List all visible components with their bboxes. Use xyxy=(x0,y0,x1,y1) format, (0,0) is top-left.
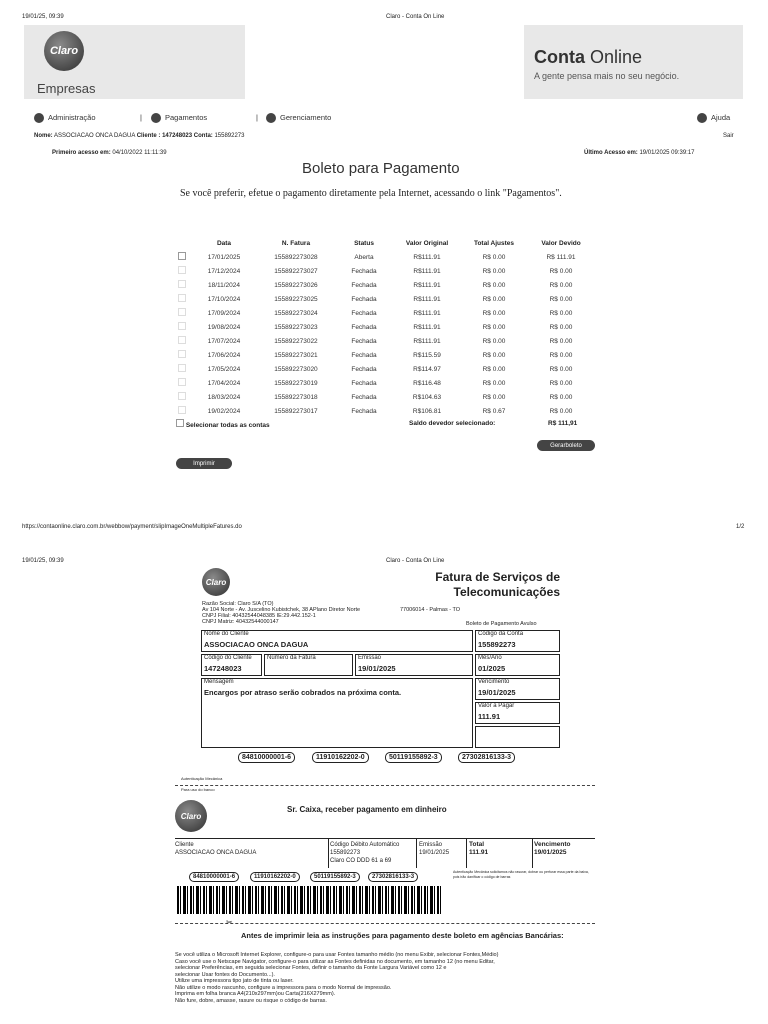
row-select-cell xyxy=(172,320,192,334)
vencimento-label: Vencimento xyxy=(478,679,510,685)
endereco: Av 104 Norte - Av. Juscelino Kubistchek, 38 APlano Diretor Norte xyxy=(202,607,361,613)
cell-data: 17/10/2024 xyxy=(207,295,241,303)
table-row xyxy=(172,348,596,362)
cell-total-ajustes: R$ 0.00 xyxy=(482,393,506,401)
cell-data: 17/04/2024 xyxy=(207,379,241,387)
cell-valor-devido: R$ 0.00 xyxy=(549,323,573,331)
sair-link[interactable]: Sair xyxy=(723,133,734,139)
cliente-label: Cliente : xyxy=(136,133,161,139)
row-checkbox xyxy=(178,322,186,330)
nav-gerenciamento-label: Gerenciamento xyxy=(280,113,332,122)
valor-pagar-value: 111.91 xyxy=(478,712,501,721)
fatura-title-2: Telecomunicações xyxy=(453,585,560,599)
cell-status: Fechada xyxy=(351,379,377,387)
header-total-ajustes: Total Ajustes xyxy=(473,239,515,247)
caixa-div-1 xyxy=(328,838,329,868)
row-checkbox xyxy=(178,406,186,414)
nav-sep-2: | xyxy=(256,113,258,122)
table-row xyxy=(172,292,596,306)
cell-total-ajustes: R$ 0.00 xyxy=(482,351,506,359)
cell-status: Fechada xyxy=(351,267,377,275)
ultimo-acesso xyxy=(584,150,695,156)
cell-valor-devido: R$ 0.00 xyxy=(549,281,573,289)
emissao-value: 19/01/2025 xyxy=(358,664,396,673)
online-word: Online xyxy=(590,47,643,67)
conta-value: 155892273 xyxy=(214,133,245,139)
scissors-icon: ✂ xyxy=(226,918,233,927)
instruction-line: Não utilize o modo rascunho, configure a impressora para o modo Normal de impressão. xyxy=(175,984,392,991)
table-row xyxy=(172,362,596,376)
caixa-debito-extra: Claro CO DDD 61 a 69 xyxy=(330,858,392,864)
mensagem-label: Mensagem xyxy=(204,679,234,685)
linha-digitavel-2: 11910162202-0 xyxy=(312,752,369,763)
numero-fatura-label: Número da Fatura xyxy=(267,655,316,661)
cell-total-ajustes: R$ 0.00 xyxy=(482,281,506,289)
table-row xyxy=(172,390,596,404)
cell-valor-original: R$116.48 xyxy=(413,379,441,387)
caixa-emissao-label: Emissão xyxy=(419,842,443,848)
table-row xyxy=(172,278,596,292)
cell-data: 17/05/2024 xyxy=(207,365,241,373)
mensagem-value: Encargos por atraso serão cobrados na próxima conta. xyxy=(204,688,402,697)
cell-data: 17/12/2024 xyxy=(207,267,241,275)
cell-data: 17/07/2024 xyxy=(207,337,241,345)
row-select-cell xyxy=(172,292,192,306)
table-row xyxy=(172,320,596,334)
box-mes-ano xyxy=(475,654,560,676)
header-data: Data xyxy=(216,239,232,247)
primeiro-label: Primeiro acesso em: xyxy=(52,150,111,156)
cell-valor-devido: R$ 0.00 xyxy=(549,393,573,401)
cut-line-1 xyxy=(175,785,595,786)
instruction-line: Utilize uma impressora tipo jato de tinta ou laser. xyxy=(175,978,294,984)
help-icon xyxy=(697,113,707,123)
cell-valor-original: R$106.81 xyxy=(412,407,442,415)
header-select xyxy=(172,236,192,250)
cell-status: Fechada xyxy=(351,393,377,401)
row-select-cell xyxy=(172,348,192,362)
row-select-cell xyxy=(172,390,192,404)
linha-digitavel-1: 84810000001-6 xyxy=(238,752,295,763)
saldo-label: Saldo devedor selecionado: xyxy=(409,420,496,427)
nome-cliente-label: Nome do Cliente xyxy=(204,631,249,637)
caixa-code-4: 27302816133-3 xyxy=(368,872,418,882)
ultimo-value: 19/01/2025 09:39:17 xyxy=(639,150,695,156)
table-row xyxy=(172,404,596,418)
header-status: Status xyxy=(354,239,374,247)
cell-valor-devido: R$ 111.91 xyxy=(546,253,576,261)
caixa-total-value: 111.91 xyxy=(469,849,489,856)
cell-status: Fechada xyxy=(351,309,377,317)
caixa-cliente-label: Cliente xyxy=(175,842,194,848)
codigo-cliente-label: Código do Cliente xyxy=(204,655,252,661)
row-checkbox xyxy=(178,364,186,372)
cell-total-ajustes: R$ 0.00 xyxy=(482,337,506,345)
vencimento-value: 19/01/2025 xyxy=(478,688,516,697)
valor-pagar-label: Valor a Pagar xyxy=(478,703,515,709)
nav-sep-1: | xyxy=(140,113,142,122)
intro-text: Se você preferir, efetue o pagamento diretamente pela Internet, acessando o link "Pagamentos". xyxy=(180,188,562,199)
box-codigo-cliente xyxy=(201,654,262,676)
pagamentos-icon xyxy=(151,113,161,123)
cell-total-ajustes: R$ 0.00 xyxy=(482,253,506,261)
conta-label: Conta: xyxy=(193,133,213,139)
caixa-vencimento-label: Vencimento xyxy=(534,841,571,848)
caixa-cliente-value: ASSOCIACAO ONCA DAGUA xyxy=(175,850,257,856)
row-checkbox xyxy=(178,350,186,358)
primeiro-acesso xyxy=(52,150,167,156)
cell-valor-original: R$111.91 xyxy=(413,337,441,345)
cell-data: 19/08/2024 xyxy=(207,323,241,331)
row-checkbox xyxy=(178,266,186,274)
nav-pagamentos[interactable] xyxy=(151,113,207,123)
cell-data: 17/06/2024 xyxy=(207,351,241,359)
instruction-line: selecionar Usar fontes do Documento...). xyxy=(175,971,275,978)
codigo-conta-value: 155892273 xyxy=(478,640,516,649)
cut-line-2 xyxy=(175,923,595,924)
cell-data: 18/03/2024 xyxy=(207,393,241,401)
row-checkbox xyxy=(178,280,186,288)
nav-administracao-label: Administração xyxy=(48,113,96,122)
cell-fatura: 155892273020 xyxy=(274,365,318,373)
cell-valor-devido: R$ 0.00 xyxy=(549,379,573,387)
cell-status: Fechada xyxy=(351,337,377,345)
claro-logo: Claro xyxy=(44,31,84,71)
row-select-cell xyxy=(172,278,192,292)
cell-total-ajustes: R$ 0.00 xyxy=(482,309,506,317)
imprimir-button[interactable]: Imprimir xyxy=(176,458,232,469)
caixa-vencimento xyxy=(534,841,570,857)
client-line xyxy=(34,133,245,139)
nav-pagamentos-label: Pagamentos xyxy=(165,113,208,122)
print-header-title: Claro - Conta On Line xyxy=(386,14,445,20)
codigo-cliente-value: 147248023 xyxy=(204,664,242,673)
emissao-label: Emissão xyxy=(358,655,382,661)
header-fatura: N. Fatura xyxy=(281,239,311,247)
box-emissao xyxy=(355,654,473,676)
cell-total-ajustes: R$ 0.00 xyxy=(482,365,506,373)
linha-digitavel-3: 50119155892-3 xyxy=(385,752,442,763)
caixa-code-2: 11910162202-0 xyxy=(250,872,300,882)
cell-fatura: 155892273018 xyxy=(274,393,318,401)
nav-gerenciamento[interactable] xyxy=(266,113,331,123)
cell-total-ajustes: R$ 0.00 xyxy=(482,323,506,331)
cell-valor-devido: R$ 0.00 xyxy=(549,337,573,345)
print-footer-page: 1/2 xyxy=(736,524,745,530)
para-uso-banco: Para uso do banco xyxy=(181,787,215,792)
caixa-vencimento-value: 19/01/2025 xyxy=(534,849,567,856)
fatura-claro-logo: Claro xyxy=(202,568,230,596)
caixa-code-1: 84810000001-6 xyxy=(189,872,239,882)
barcode xyxy=(177,886,441,914)
row-checkbox xyxy=(178,294,186,302)
cell-valor-original: R$115.59 xyxy=(413,351,441,359)
nav-ajuda[interactable] xyxy=(697,113,730,123)
cell-valor-original: R$114.97 xyxy=(413,365,441,373)
box-mensagem xyxy=(201,678,473,748)
tagline: A gente pensa mais no seu negócio. xyxy=(534,71,680,81)
cell-fatura: 155892273019 xyxy=(274,379,318,387)
ultimo-label: Último Acesso em: xyxy=(584,150,638,156)
cell-total-ajustes: R$ 0.00 xyxy=(482,295,506,303)
box-empty xyxy=(475,726,560,748)
caixa-claro-logo: Claro xyxy=(175,800,207,832)
admin-icon xyxy=(34,113,44,123)
cell-status: Fechada xyxy=(351,281,377,289)
caixa-total-label: Total xyxy=(469,841,485,848)
header-valor-devido: Valor Devido xyxy=(541,239,581,247)
print-header-date: 19/01/25, 09:39 xyxy=(22,14,64,20)
cell-valor-devido: R$ 0.00 xyxy=(549,351,573,359)
table-row xyxy=(172,250,596,264)
cell-valor-original: R$111.91 xyxy=(413,281,441,289)
box-codigo-conta xyxy=(475,630,560,652)
cell-valor-devido: R$ 0.00 xyxy=(549,309,573,317)
instruction-line: Imprima em folha branca A4(210x297mm)ou Carta(216X279mm). xyxy=(175,991,336,997)
table-row xyxy=(172,376,596,390)
caixa-debito xyxy=(330,841,399,865)
gerar-boleto-button[interactable]: Gerarboleto xyxy=(537,440,595,451)
caixa-total xyxy=(469,841,488,857)
cell-valor-devido: R$ 0.00 xyxy=(549,365,573,373)
instruction-line: selecionar Preferências, em seguida selecionar Fontes, definir o tamanho da Fonte Largura Variável como 12 e xyxy=(175,965,447,971)
box-vencimento xyxy=(475,678,560,700)
razao-social: Razão Social: Claro S/A (TO) xyxy=(202,601,274,607)
fatura-title-1: Fatura de Serviços de xyxy=(435,570,560,584)
linha-digitavel-4: 27302816133-3 xyxy=(458,752,515,763)
cell-fatura: 155892273025 xyxy=(274,295,318,303)
caixa-div-2 xyxy=(416,838,417,868)
cell-valor-original: R$111.91 xyxy=(413,309,441,317)
caixa-autenticacao-note: Autenticação Mecânica solicitamos não rasurar, dobrar ou perfurar essa parte da baixa, pois irão danificar o código de barras xyxy=(453,870,589,879)
nav-ajuda-label: Ajuda xyxy=(711,113,731,122)
caixa-emissao xyxy=(419,841,449,857)
caixa-debito-label: Código Débito Automático xyxy=(330,842,400,848)
row-checkbox xyxy=(178,392,186,400)
page-title: Boleto para Pagamento xyxy=(302,160,460,177)
nome-cliente-value: ASSOCIACAO ONCA DAGUA xyxy=(204,640,309,649)
print2-header-title: Claro - Conta On Line xyxy=(386,558,445,564)
cell-valor-original: R$111.91 xyxy=(413,323,441,331)
row-checkbox[interactable] xyxy=(178,252,186,260)
invoice-table xyxy=(172,236,596,418)
cnpj-matriz: CNPJ Matriz: 40432544000147 xyxy=(202,619,279,625)
nav-administracao[interactable] xyxy=(34,113,96,123)
table-row xyxy=(172,334,596,348)
conta-online-title xyxy=(534,47,642,68)
emitente-block xyxy=(202,601,360,625)
cell-data: 17/09/2024 xyxy=(207,309,241,317)
row-select-cell xyxy=(172,362,192,376)
primeiro-value: 04/10/2022 11:11:39 xyxy=(112,150,167,156)
conta-word: Conta xyxy=(534,47,585,67)
mes-ano-value: 01/2025 xyxy=(478,664,506,673)
cell-status: Fechada xyxy=(351,295,377,303)
select-all-label: Selecionar todas as contas xyxy=(185,422,270,429)
saldo-value: R$ 111,91 xyxy=(548,420,578,427)
cell-status: Fechada xyxy=(351,365,377,373)
cell-total-ajustes: R$ 0.00 xyxy=(482,267,506,275)
print-footer-url: https://contaonline.claro.com.br/webbow/payment/slipImageOneMultipleFatures.do xyxy=(22,524,242,530)
row-select-cell xyxy=(172,264,192,278)
cell-total-ajustes: R$ 0.67 xyxy=(482,407,506,415)
instructions-title: Antes de imprimir leia as instruções para pagamento deste boleto em agências Bancárias: xyxy=(241,931,564,940)
table-row xyxy=(172,306,596,320)
cliente-value: 147248023 xyxy=(162,133,193,139)
table-row xyxy=(172,264,596,278)
autenticacao-label: Autenticação Mecânica xyxy=(181,776,223,781)
invoice-header-row xyxy=(172,236,596,250)
cell-fatura: 155892273024 xyxy=(274,309,318,317)
cell-valor-devido: R$ 0.00 xyxy=(549,267,573,275)
cell-valor-original: R$111.91 xyxy=(413,253,441,261)
cell-valor-original: R$111.91 xyxy=(413,295,441,303)
cidade: 77006014 - Palmas - TO xyxy=(400,607,461,613)
codigo-conta-label: Código da Conta xyxy=(478,631,524,637)
cell-valor-original: R$104.63 xyxy=(412,393,442,401)
row-select-cell xyxy=(172,306,192,320)
instruction-line: Não fure, dobre, amasse, rasure ou risque o código de barras. xyxy=(175,997,327,1004)
row-checkbox xyxy=(178,336,186,344)
gerenciamento-icon xyxy=(266,113,276,123)
box-numero-fatura xyxy=(264,654,353,676)
cell-fatura: 155892273021 xyxy=(274,351,318,359)
cell-valor-devido: R$ 0.00 xyxy=(549,407,573,415)
nome-value: ASSOCIACAO ONCA DAGUA xyxy=(54,133,136,139)
select-all-checkbox[interactable] xyxy=(176,419,184,427)
instruction-line: Caso você use o Netscape Navigator, configure-o para utilizar as Fontes definidas no documento, em tamanho 12 (no menu Editar, xyxy=(175,958,495,965)
cell-data: 17/01/2025 xyxy=(207,253,241,261)
box-nome-cliente xyxy=(201,630,473,652)
brand-banner-left xyxy=(24,25,245,99)
instruction-line: Se você utiliza o Microsoft Internet Explorer, configure-o para usar Fontes tamanho médio (no menu Exibir, selecionar Fontes,Médio) xyxy=(175,952,499,958)
cell-fatura: 155892273022 xyxy=(274,337,318,345)
cell-status: Aberta xyxy=(354,253,374,261)
cell-data: 18/11/2024 xyxy=(207,281,241,289)
row-select-cell xyxy=(172,334,192,348)
cell-fatura: 155892273028 xyxy=(274,253,318,261)
cnpj-filial: CNPJ Filial: 40432544048385 IE:29.442.152-1 xyxy=(202,613,316,619)
box-valor-pagar xyxy=(475,702,560,724)
cell-fatura: 155892273017 xyxy=(274,407,318,415)
empresas-label: Empresas xyxy=(37,81,96,96)
caixa-div-3 xyxy=(466,838,467,868)
caixa-title: Sr. Caixa, receber pagamento em dinheiro xyxy=(287,805,447,814)
boleto-avulso: Boleto de Pagamento Avulso xyxy=(466,621,537,627)
row-checkbox xyxy=(178,308,186,316)
cell-status: Fechada xyxy=(351,323,377,331)
instructions-list xyxy=(175,952,595,1004)
caixa-code-3: 50119155892-3 xyxy=(310,872,360,882)
header-valor-original: Valor Original xyxy=(405,239,449,247)
print2-header-date: 19/01/25, 09:39 xyxy=(22,558,64,564)
cell-valor-original: R$111.91 xyxy=(413,267,441,275)
select-all-row[interactable] xyxy=(176,419,270,429)
conta-online-banner xyxy=(524,25,743,99)
cell-valor-devido: R$ 0.00 xyxy=(549,295,573,303)
caixa-emissao-value: 19/01/2025 xyxy=(419,850,450,856)
cell-data: 19/02/2024 xyxy=(207,407,241,415)
row-select-cell xyxy=(172,250,192,264)
caixa-debito-value: 155892273 xyxy=(330,850,361,856)
fatura-title xyxy=(430,570,560,600)
row-select-cell xyxy=(172,404,192,418)
cell-fatura: 155892273026 xyxy=(274,281,318,289)
cell-status: Fechada xyxy=(351,351,377,359)
cell-total-ajustes: R$ 0.00 xyxy=(482,379,506,387)
row-select-cell xyxy=(172,376,192,390)
caixa-cliente xyxy=(175,841,256,857)
row-checkbox xyxy=(178,378,186,386)
nome-label: Nome: xyxy=(34,133,53,139)
caixa-div-4 xyxy=(532,838,533,868)
cell-status: Fechada xyxy=(351,407,377,415)
cell-fatura: 155892273027 xyxy=(274,267,318,275)
mes-ano-label: Mês/Ano xyxy=(478,655,502,661)
cell-fatura: 155892273023 xyxy=(274,323,318,331)
